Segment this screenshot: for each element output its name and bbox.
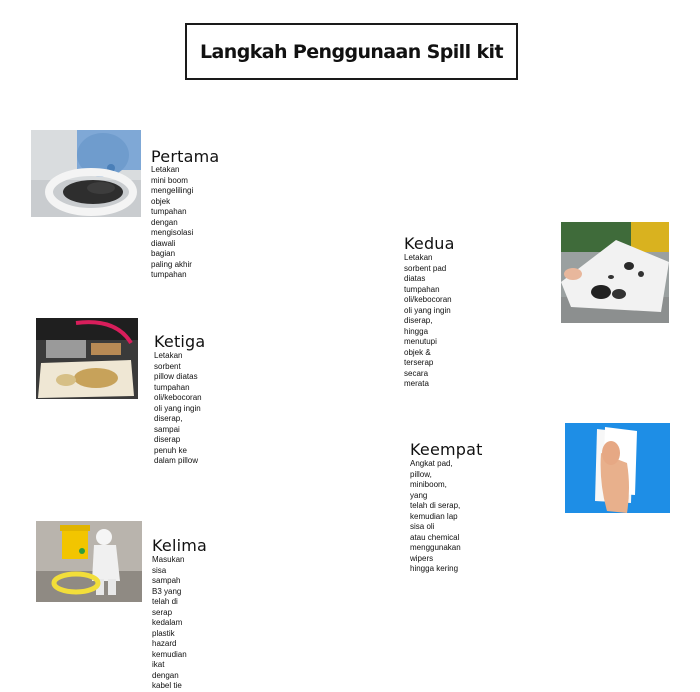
step-heading: Pertama — [151, 147, 220, 166]
step-heading: Keempat — [410, 440, 483, 459]
step-description: Letakan sorbent pad diatas tumpahan oli/kebocoran oli yang ingin diserap, hingga menutupi objek & terserap secara merata — [404, 253, 452, 388]
step-description: Angkat pad, pillow, miniboom, yang telah di serap, kemudian lap sisa oli atau chemical menggunakan wipers hingga kering — [410, 459, 461, 573]
mini-boom-photo — [31, 130, 141, 217]
step-description: Masukan sisa sampah B3 yang telah di serap kedalam plastik hazard kemudian ikat dengan kabel tie — [152, 555, 187, 690]
step-heading: Kedua — [404, 234, 455, 253]
wiping-photo — [565, 423, 670, 513]
step-heading: Kelima — [152, 536, 208, 555]
disposal-photo — [36, 521, 142, 602]
page-title: Langkah Penggunaan Spill kit — [200, 40, 503, 63]
sorbent-pillow-photo — [36, 318, 138, 399]
step-heading: Ketiga — [154, 332, 206, 351]
step-description: Letakan mini boom mengelilingi objek tumpahan dengan mengisolasi diawali bagian paling akhir tumpahan — [151, 165, 194, 279]
title-box — [185, 23, 518, 80]
step-description: Letakan sorbent pillow diatas tumpahan oli/kebocoran oli yang ingin diserap, sampai diserap penuh ke dalam pillow — [154, 351, 202, 465]
sorbent-pad-photo — [561, 222, 669, 323]
